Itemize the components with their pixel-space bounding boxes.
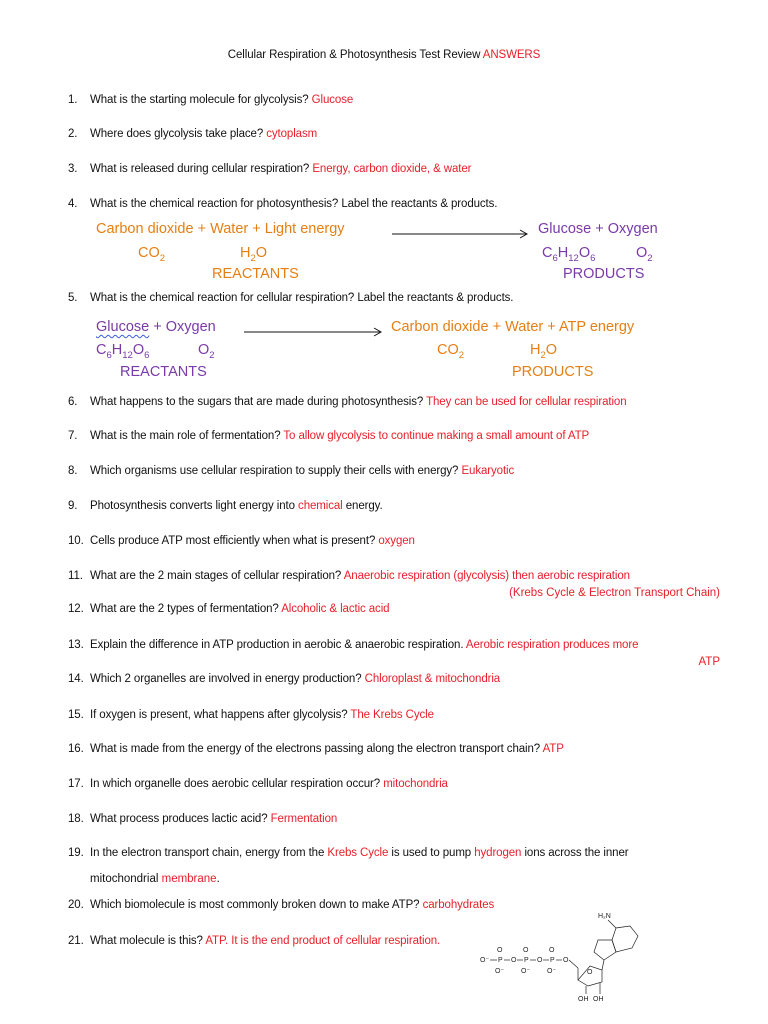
atp-o-bottom-2: O⁻ [521,968,531,975]
ps-o2-formula: $O_2$ [636,245,653,264]
answer-13: Aerobic respiration produces more [465,639,639,651]
answer-8: Eukaryotic [461,465,515,477]
question-3: 3. What is released during cellular respiration? Energy, carbon dioxide, & water [68,163,472,175]
answer-11: Anaerobic respiration (glycolysis) then aerobic respiration [343,570,630,582]
question-19-continued: mitochondrial membrane. [90,873,220,885]
cr-co2-formula: $CO_2$ [437,342,465,361]
title-text: Cellular Respiration & Photosynthesis Test Review [227,49,481,61]
question-2: 2. Where does glycolysis take place? cytoplasm [68,128,318,140]
question-11: 11. What are the 2 main stages of cellular respiration? Anaerobic respiration (glycolysis) then aerobic respiration [68,570,630,582]
ps-products-label: PRODUCTS [563,266,645,282]
atp-oh-1: OH [578,996,589,1003]
answer-7: To allow glycolysis to continue making a small amount of ATP [283,430,590,442]
answer-2: cytoplasm [266,128,318,140]
answer-10: oxygen [378,535,415,547]
atp-p-1: P [498,957,503,964]
atp-ribose-o: O [587,969,593,976]
page-title [0,49,768,61]
answer-12: Alcoholic & lactic acid [281,603,390,615]
question-9: 9. Photosynthesis converts light energy into chemical energy. [68,500,383,512]
answer-18: Fermentation [270,813,338,825]
answer-13-continued: ATP [698,656,720,668]
answer-16: ATP [542,743,564,755]
ps-arrow-icon [392,228,530,240]
answer-1: Glucose [311,94,354,106]
cr-reactants-words: Glucose + Oxygen [96,319,216,335]
answer-19a: Krebs Cycle [327,847,389,859]
cr-reactants-label: REACTANTS [120,364,207,380]
cr-glucose-formula: $C_6H_{12}O_6$ [96,342,150,361]
atp-nh2-label: H₂N [598,913,611,920]
ps-glucose-formula: $C_6H_{12}O_6$ [542,245,596,264]
cr-h2o-formula: $H_2O$ [530,342,558,361]
atp-p-2: P [524,957,529,964]
atp-o-top-2: O [523,947,529,954]
answer-19c: membrane [161,873,217,885]
ps-reactants-words: Carbon dioxide + Water + Light energy [96,221,345,237]
question-21: 21. What molecule is this? ATP. It is the end product of cellular respiration. [68,935,441,947]
answer-3: Energy, carbon dioxide, & water [312,163,472,175]
ps-reactants-label: REACTANTS [212,266,299,282]
cr-o2-formula: $O_2$ [198,342,215,361]
atp-o-bridge-3: O [563,957,569,964]
answer-6: They can be used for cellular respiration [426,396,627,408]
question-19: 19. In the electron transport chain, energy from the Krebs Cycle is used to pump hydrogen ions across the inner [68,847,629,859]
question-4: 4. What is the chemical reaction for photosynthesis? Label the reactants & products. [68,198,498,210]
question-5: 5. What is the chemical reaction for cellular respiration? Label the reactants & products. [68,292,514,304]
answer-17: mitochondria [383,778,448,790]
atp-o-bridge-1: O [511,957,517,964]
question-13: 13. Explain the difference in ATP production in aerobic & anaerobic respiration. Aerobic respiration produces more [68,639,639,651]
answer-14: Chloroplast & mitochondria [364,673,501,685]
ps-co2-formula: $CO_2$ [138,245,166,264]
atp-o-top-3: O [549,947,555,954]
answer-20: carbohydrates [422,899,495,911]
question-16: 16. What is made from the energy of the electrons passing along the electron transport chain? ATP [68,743,564,755]
atp-o-bridge-2: O [537,957,543,964]
answer-15: The Krebs Cycle [350,709,434,721]
question-12: 12. What are the 2 types of fermentation? Alcoholic & lactic acid [68,603,390,615]
cr-arrow-icon [244,326,384,338]
question-8: 8. Which organisms use cellular respiration to supply their cells with energy? Eukaryotic [68,465,515,477]
question-14: 14. Which 2 organelles are involved in energy production? Chloroplast & mitochondria [68,673,501,685]
answer-9: chemical [298,500,343,512]
atp-o-top-1: O [497,947,503,954]
cr-products-label: PRODUCTS [512,364,594,380]
atp-o-bottom-1: O⁻ [495,968,505,975]
title-answers: ANSWERS [482,49,541,61]
ps-products-words: Glucose + Oxygen [538,221,658,237]
question-10: 10. Cells produce ATP most efficiently when what is present? oxygen [68,535,415,547]
question-7: 7. What is the main role of fermentation? To allow glycolysis to continue making a small amount of ATP [68,430,590,442]
question-1: 1. What is the starting molecule for glycolysis? Glucose [68,94,354,106]
atp-o-bottom-3: O⁻ [547,968,557,975]
question-20: 20. Which biomolecule is most commonly broken down to make ATP? carbohydrates [68,899,495,911]
question-17: 17. In which organelle does aerobic cellular respiration occur? mitochondria [68,778,448,790]
atp-p-3: P [550,957,555,964]
atp-o-minus-1: O⁻ [480,957,490,964]
atp-structure-diagram [470,908,670,1008]
cr-products-words: Carbon dioxide + Water + ATP energy [391,319,635,335]
question-15: 15. If oxygen is present, what happens after glycolysis? The Krebs Cycle [68,709,434,721]
answer-21: ATP. It is the end product of cellular respiration. [205,935,441,947]
question-18: 18. What process produces lactic acid? Fermentation [68,813,338,825]
answer-11-continued: (Krebs Cycle & Electron Transport Chain) [509,587,720,599]
ps-h2o-formula: $H_2O$ [240,245,268,264]
atp-oh-2: OH [593,996,604,1003]
question-6: 6. What happens to the sugars that are made during photosynthesis? They can be used for cellular respiration [68,396,627,408]
answer-19b: hydrogen [474,847,522,859]
